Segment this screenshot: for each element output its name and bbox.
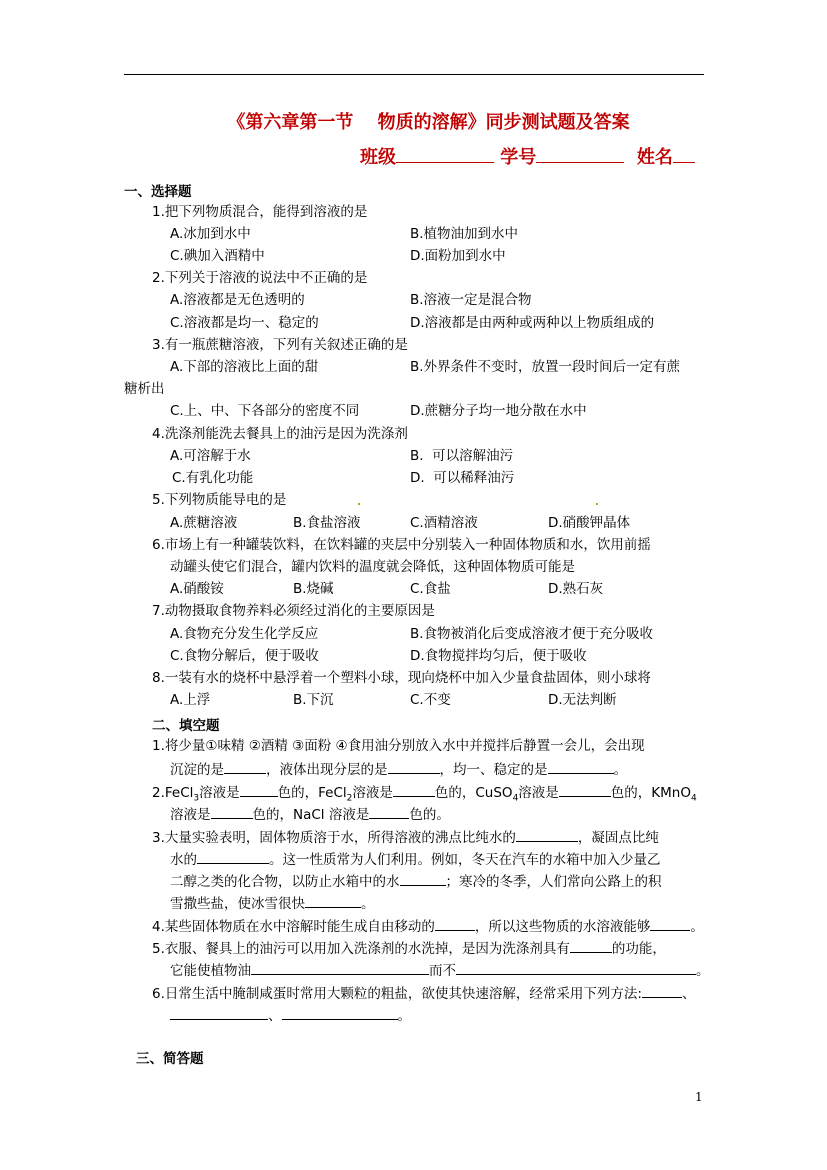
q5-option-c: C.酒精溶液 xyxy=(410,515,478,531)
q4-option-a: A.可溶解于水 xyxy=(170,448,251,464)
blank[interactable] xyxy=(388,759,440,774)
q3-option-b: B.外界条件不变时，放置一段时间后一定有蔗 xyxy=(410,359,681,375)
q7-option-b: B.食物被消化后变成溶液才便于充分吸收 xyxy=(410,626,654,642)
f3-line-3: 二醇之类的化合物，以防止水箱中的水 ；寒冷的冬季，人们常向公路上的积 xyxy=(170,871,662,891)
blank[interactable] xyxy=(393,782,435,797)
q1-option-a: A.冰加到水中 xyxy=(170,226,251,242)
q4-option-b: B. 可以溶解油污 xyxy=(410,448,514,464)
f5-line-1: 5.衣服、餐具上的油污可以用加入洗涤剂的水洗掉，是因为洗涤剂具有 的功能， xyxy=(152,938,666,958)
q8-option-a: A.上浮 xyxy=(170,692,211,708)
document-title: 《第六章第一节 物质的溶解》同步测试题及答案 xyxy=(227,112,630,133)
q1-option-d: D.面粉加到水中 xyxy=(410,248,506,264)
blank[interactable] xyxy=(197,849,269,864)
q5-option-a: A.蔗糖溶液 xyxy=(170,515,238,531)
q2-option-c: C.溶液都是均一、稳定的 xyxy=(170,315,319,331)
f3-line-4: 雪撒些盐，使冰雪很快 。 xyxy=(170,893,375,913)
blank[interactable] xyxy=(400,871,446,886)
name-label: 姓名 xyxy=(636,147,673,168)
blank[interactable] xyxy=(224,759,266,774)
page-number: 1 xyxy=(695,1090,703,1104)
blank[interactable] xyxy=(548,759,614,774)
blank[interactable] xyxy=(650,916,690,931)
speck xyxy=(596,503,598,505)
q6-option-a: A.硝酸铵 xyxy=(170,581,224,597)
q7-option-c: C.食物分解后，便于吸收 xyxy=(170,648,319,664)
section-3-heading: 三、简答题 xyxy=(136,1051,204,1067)
student-info xyxy=(360,143,695,169)
q6-stem: 6.市场上有一种罐装饮料，在饮料罐的夹层中分别装入一种固体物质和水，饮用前摇 xyxy=(152,537,651,553)
class-blank[interactable] xyxy=(396,144,494,163)
q4-stem: 4.洗涤剂能洗去餐具上的油污是因为洗涤剂 xyxy=(152,426,408,442)
header-rule xyxy=(124,74,704,75)
f2-line-2: 溶液是 色的，NaCl 溶液是 色的。 xyxy=(170,804,450,824)
q3-stem: 3.有一瓶蔗糖溶液，下列有关叙述正确的是 xyxy=(152,337,408,353)
f3-line-1: 3.大量实验表明，固体物质溶于水，所得溶液的沸点比纯水的 ，凝固点比纯 xyxy=(152,827,659,847)
q1-option-c: C.碘加入酒精中 xyxy=(170,248,265,264)
q2-option-b: B.溶液一定是混合物 xyxy=(410,292,532,308)
blank[interactable] xyxy=(251,960,429,975)
blank[interactable] xyxy=(642,983,682,998)
blank[interactable] xyxy=(559,782,611,797)
q7-option-d: D.食物搅拌均匀后，便于吸收 xyxy=(410,648,587,664)
q4-option-d: D. 可以稀释油污 xyxy=(410,470,515,486)
section-1-heading: 一、选择题 xyxy=(124,184,192,200)
section-2-heading: 二、填空题 xyxy=(152,718,220,734)
q8-option-d: D.无法判断 xyxy=(548,692,617,708)
q5-stem: 5.下列物质能导电的是 xyxy=(152,492,287,508)
f6-line-2: 、 。 xyxy=(170,1005,411,1025)
blank[interactable] xyxy=(570,938,612,953)
f4-line: 4.某些固体物质在水中溶解时能生成自由移动的 ，所以这些物质的水溶液能够 。 xyxy=(152,916,704,936)
f3-line-2: 水的 。这一性质常为人们利用。例如，冬天在汽车的水箱中加入少量乙 xyxy=(170,849,661,869)
q5-option-b: B.食盐溶液 xyxy=(293,515,361,531)
blank[interactable] xyxy=(369,804,409,819)
blank[interactable] xyxy=(435,916,475,931)
q3-option-d: D.蔗糖分子均一地分散在水中 xyxy=(410,403,587,419)
f1-line-1: 1.将少量①味精 ②酒精 ③面粉 ④食用油分别放入水中并搅拌后静置一会儿，会出现 xyxy=(152,738,645,754)
id-blank[interactable] xyxy=(536,144,624,163)
q3-option-b-cont: 糖析出 xyxy=(124,381,165,397)
f5-line-2: 它能使植物油 而不 。 xyxy=(170,960,710,980)
q5-option-d: D.硝酸钾晶体 xyxy=(548,515,631,531)
q1-option-b: B.植物油加到水中 xyxy=(410,226,519,242)
q3-option-c: C.上、中、下各部分的密度不同 xyxy=(170,403,360,419)
q7-stem: 7.动物摄取食物养料必须经过消化的主要原因是 xyxy=(152,603,435,619)
q3-option-a: A.下部的溶液比上面的甜 xyxy=(170,359,319,375)
blank[interactable] xyxy=(282,1005,398,1020)
blank[interactable] xyxy=(211,804,253,819)
name-blank[interactable] xyxy=(673,144,695,163)
q2-stem: 2.下列关于溶液的说法中不正确的是 xyxy=(152,270,368,286)
q1-stem: 1.把下列物质混合，能得到溶液的是 xyxy=(152,204,368,220)
q6-option-b: B.烧碱 xyxy=(293,581,334,597)
blank[interactable] xyxy=(516,827,578,842)
q7-option-a: A.食物充分发生化学反应 xyxy=(170,626,319,642)
id-label: 学号 xyxy=(500,147,537,168)
blank[interactable] xyxy=(240,782,278,797)
blank[interactable] xyxy=(170,1005,268,1020)
q8-option-c: C.不变 xyxy=(410,692,451,708)
q4-option-c: C.有乳化功能 xyxy=(172,470,254,486)
q2-option-a: A.溶液都是无色透明的 xyxy=(170,292,305,308)
q8-stem: 8.一装有水的烧杯中悬浮着一个塑料小球，现向烧杯中加入少量食盐固体，则小球将 xyxy=(152,670,651,686)
f6-line-1: 6.日常生活中腌制咸蛋时常用大颗粒的粗盐，欲使其快速溶解，经常采用下列方法: 、 xyxy=(152,983,695,1003)
f2-line-1: 2.FeCl$_3$溶液是 色的，FeCl$_2$溶液是 色的，CuSO$_4$溶液是 色的，KMnO$_4$ xyxy=(152,782,697,808)
q6-stem-cont: 动罐头使它们混合，罐内饮料的温度就会降低，这种固体物质可能是 xyxy=(170,559,575,575)
q6-option-d: D.熟石灰 xyxy=(548,581,604,597)
speck xyxy=(358,503,360,505)
q8-option-b: B.下沉 xyxy=(293,692,334,708)
q6-option-c: C.食盐 xyxy=(410,581,451,597)
blank[interactable] xyxy=(305,893,361,908)
blank[interactable] xyxy=(456,960,696,975)
q2-option-d: D.溶液都是由两种或两种以上物质组成的 xyxy=(410,315,655,331)
f1-line-2: 沉淀的是 ，液体出现分层的是 ，均一、稳定的是 。 xyxy=(170,759,627,779)
class-label: 班级 xyxy=(360,147,396,168)
